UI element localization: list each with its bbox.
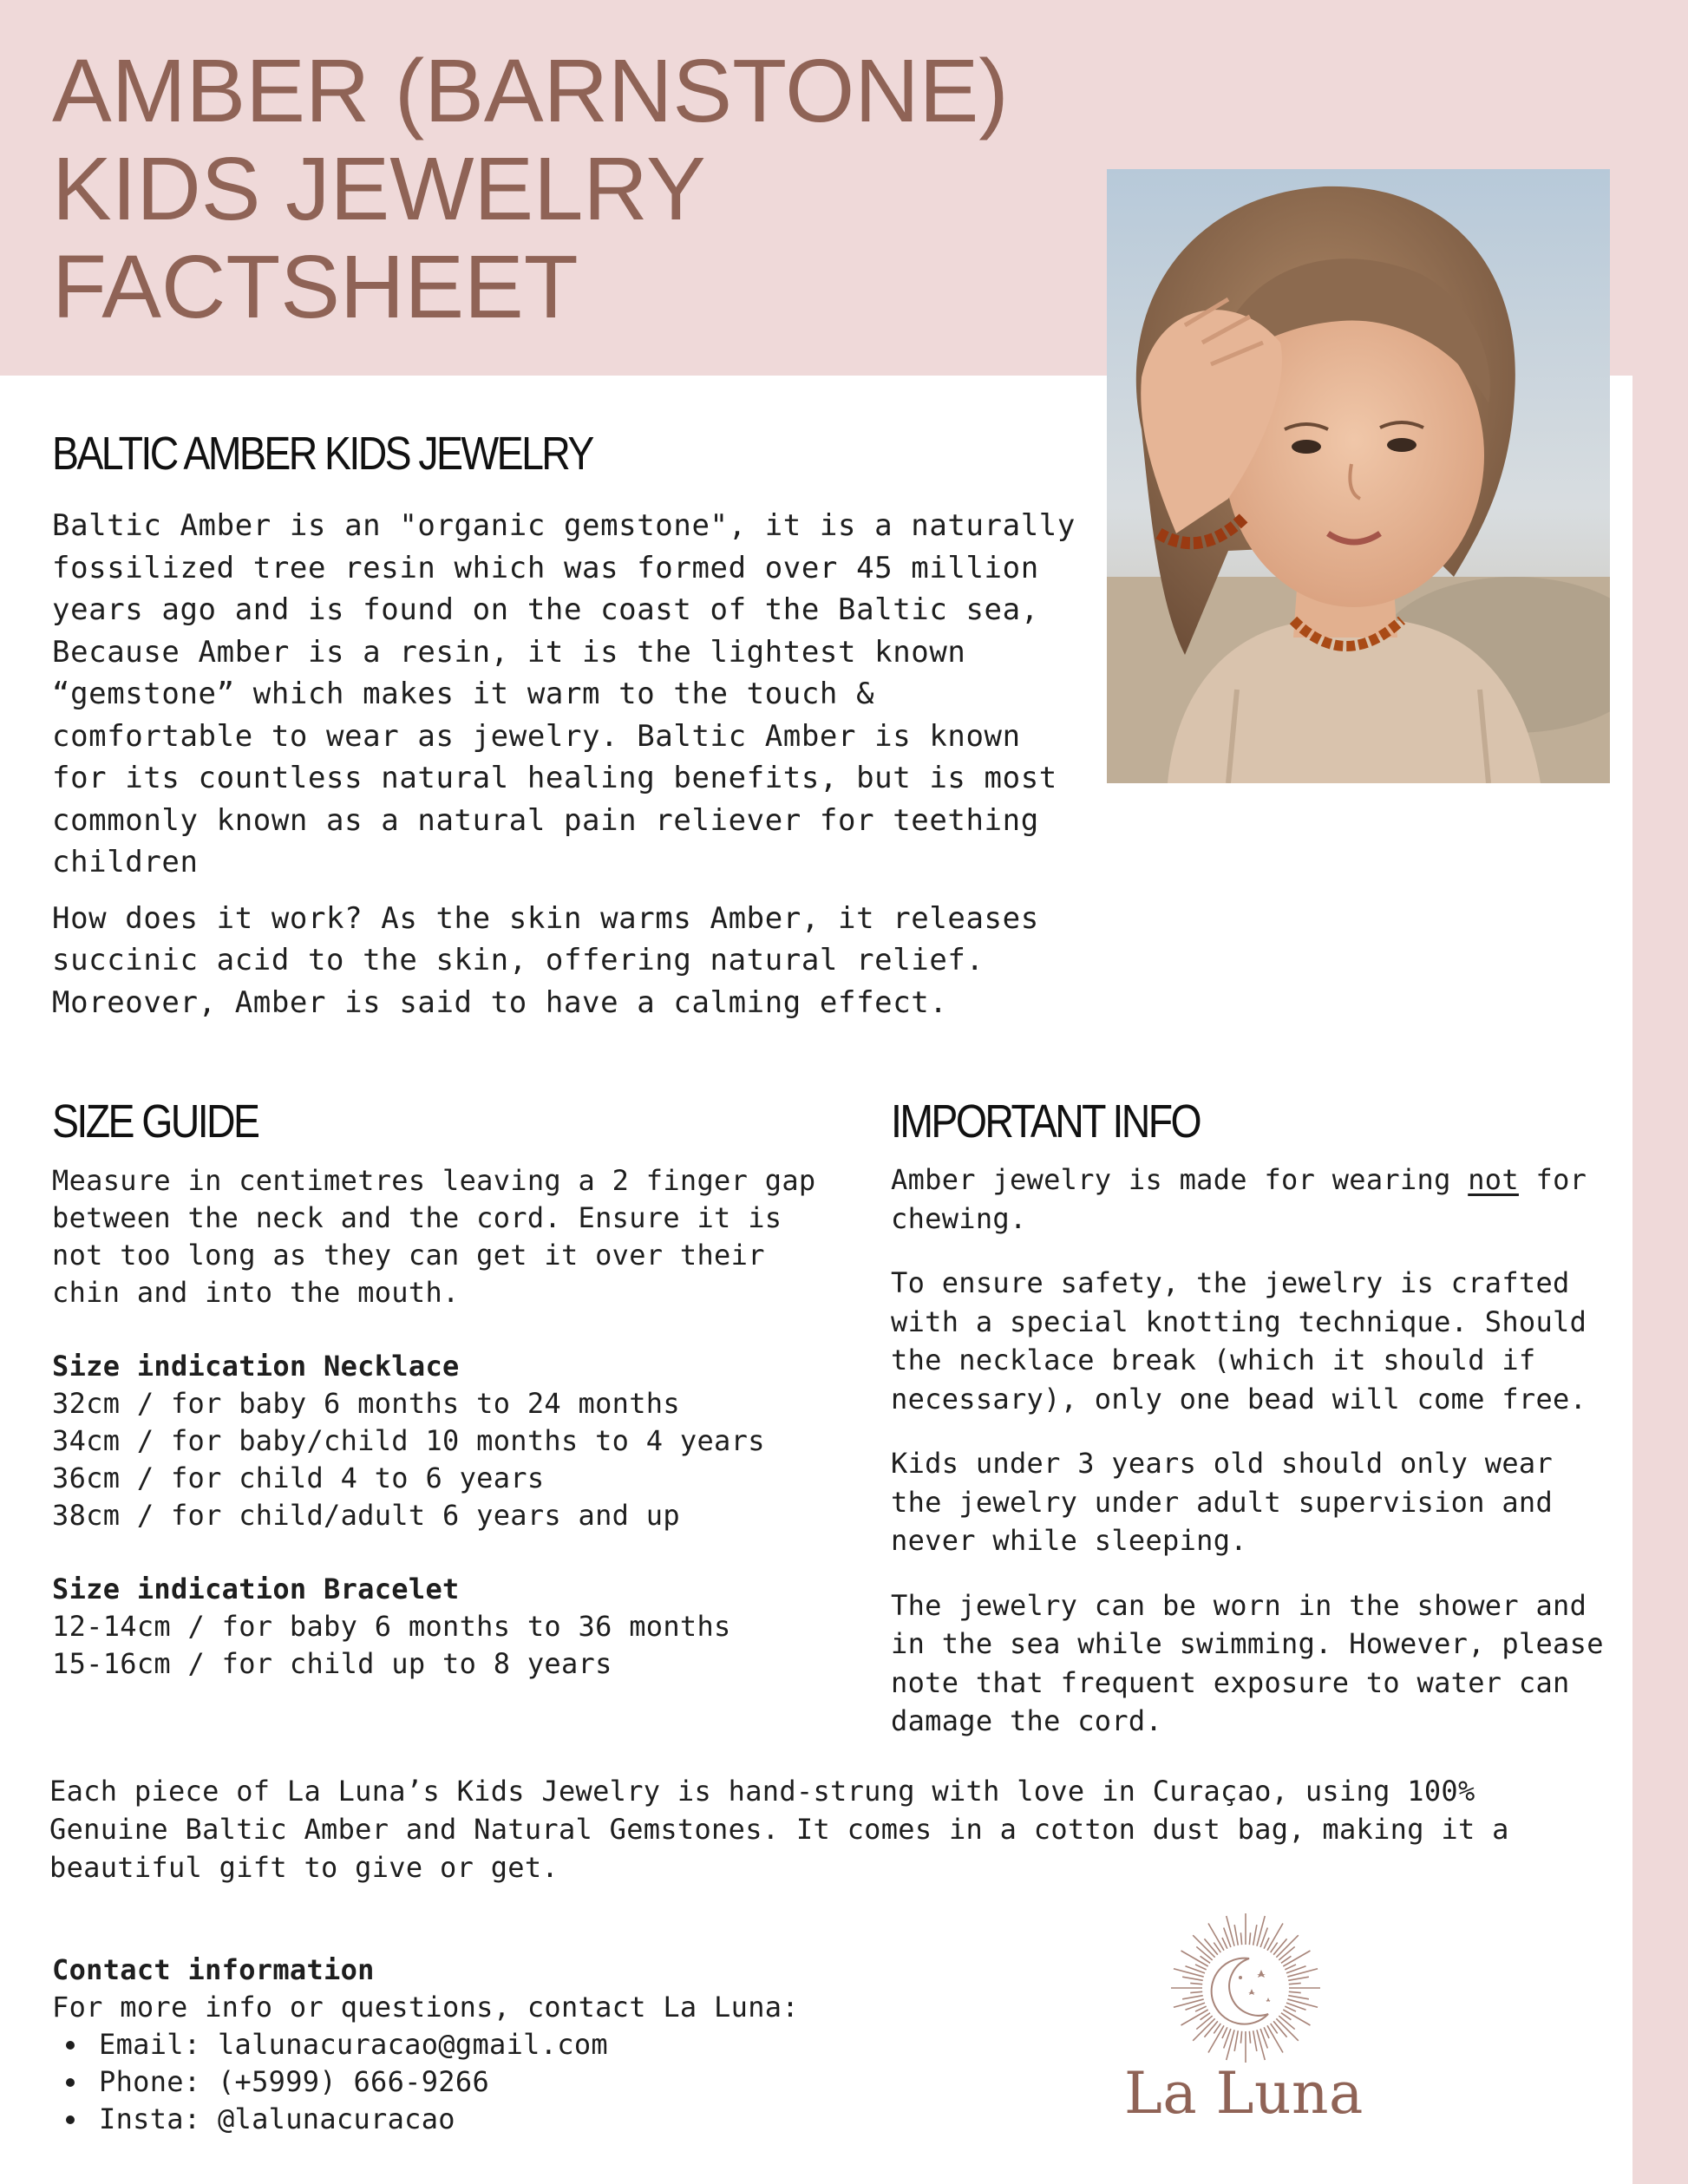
size-guide-heading: SIZE GUIDE: [52, 1095, 258, 1148]
logo-ray: [1174, 1999, 1204, 2007]
child-photo: [1107, 169, 1610, 783]
logo-ray: [1182, 1977, 1203, 1980]
logo-ray: [1222, 1938, 1227, 1949]
logo-ray: [1204, 1939, 1217, 1954]
logo-ray: [1193, 1935, 1214, 1957]
intro-paragraph-2: How does it work? As the skin warms Amber, it releases succinic acid to the skin, offering natural relief. Moreover, Amber is said to have a calming effect.: [52, 900, 1039, 1020]
important-info-paragraph-4: The jewelry can be worn in the shower and in the sea while swimming. However, please note that frequent exposure to water can damage the cord.: [891, 1588, 1604, 1737]
title-line-3: FACTSHEET: [52, 237, 579, 337]
logo-ray: [1195, 1965, 1207, 1970]
important-info-paragraph-3: Kids under 3 years old should only wear the jewelry under adult supervision and never while sleeping.: [891, 1447, 1554, 1557]
logo-ray: [1193, 2018, 1214, 2040]
brand-name: La Luna: [1124, 2060, 1364, 2127]
bracelet-size-item: 12-14cm / for baby 6 months to 36 months: [52, 1610, 731, 1643]
logo-ray: [1190, 1991, 1202, 1992]
important-info-paragraph-2: To ensure safety, the jewelry is crafted with a special knotting technique. Should the necklace break (which it should if necessary), only one bead will come free.: [891, 1266, 1587, 1416]
logo-ray: [1234, 2030, 1238, 2051]
logo-ray: [1289, 1983, 1301, 1984]
logo-ray: [1273, 2021, 1286, 2037]
title-line-1: AMBER (BARNSTONE): [52, 41, 1009, 141]
contact-list: [52, 2026, 1006, 2138]
bracelet-size-heading: Size indication Bracelet: [52, 1573, 460, 1605]
logo-ray: [1279, 1946, 1294, 1959]
logo-ray: [1240, 2031, 1241, 2043]
intro-paragraph-1: Baltic Amber is an "organic gemstone", it is a naturally fossilized tree resin which was formed over 45 million years ago and is found on the coast of the Baltic sea, Because Amber is a resin, it is the lightest known “gemstone” which makes it warm to the touch & comfortable to wear as jewelry. Baltic Amber is known for its countless natural healing benefits, but is most commonly known as a natural pain reliever for teething children: [52, 508, 1076, 879]
contact-phone[interactable]: Phone: (+5999) 666-9266: [52, 2063, 1006, 2101]
intro-heading: BALTIC AMBER KIDS JEWELRY: [52, 428, 592, 480]
necklace-size-item: 36cm / for child 4 to 6 years: [52, 1461, 545, 1494]
logo-ray: [1253, 2030, 1257, 2051]
important-info-body: [891, 1161, 1611, 1741]
logo-ray: [1264, 2027, 1269, 2038]
logo-ray: [1276, 1935, 1298, 1957]
contact-email[interactable]: Email: lalunacuracao@gmail.com: [52, 2026, 1006, 2063]
contact-section: [52, 1952, 1006, 2138]
logo-ray: [1264, 1938, 1269, 1949]
logo-ray: [1249, 2031, 1250, 2043]
necklace-size-item: 38cm / for child/adult 6 years and up: [52, 1499, 680, 1532]
logo-ray: [1190, 1983, 1202, 1984]
logo-ray: [1204, 2021, 1217, 2037]
logo-ray: [1195, 2006, 1207, 2011]
important-info-heading: IMPORTANT INFO: [891, 1095, 1201, 1148]
logo-ray: [1279, 2016, 1294, 2029]
logo-ray: [1196, 2016, 1212, 2029]
contact-intro: For more info or questions, contact La Luna:: [52, 1991, 799, 2024]
page-title: [52, 42, 1009, 336]
logo-ray: [1234, 1925, 1238, 1945]
logo-ray: [1196, 1946, 1212, 1959]
contact-instagram[interactable]: Insta: @lalunacuracao: [52, 2101, 1006, 2138]
logo-ray: [1240, 1932, 1241, 1945]
logo-ray: [1276, 2018, 1298, 2040]
intro-text: [52, 505, 1093, 1023]
logo-ray: [1174, 1969, 1204, 1977]
moon-sunburst-icon: [1119, 1908, 1362, 2064]
logo-ray: [1249, 1932, 1250, 1945]
size-guide-instructions: Measure in centimetres leaving a 2 finger gap between the neck and the cord. Ensure it is not too long as they can get it over their chin and into the mouth.: [52, 1164, 816, 1309]
important-info-p1-end: for chewing.: [891, 1163, 1587, 1235]
important-info-emphasis: not: [1468, 1163, 1519, 1196]
logo-ray: [1287, 1999, 1318, 2007]
necklace-size-item: 34cm / for baby/child 10 months to 4 years: [52, 1424, 765, 1457]
logo-ray: [1289, 1991, 1301, 1992]
important-info-paragraph-1: [891, 1161, 1611, 1238]
logo-ray: [1253, 1925, 1257, 1945]
logo-ray: [1285, 1965, 1296, 1970]
closing-paragraph: Each piece of La Luna’s Kids Jewelry is hand-strung with love in Curaçao, using 100% Genuine Baltic Amber and Natural Gemstones. It comes in a cotton dust bag, making it a beautiful gift to give or get.: [49, 1775, 1509, 1884]
contact-heading: Contact information: [52, 1953, 375, 1986]
necklace-size-heading: Size indication Necklace: [52, 1350, 460, 1383]
logo-ray: [1227, 1916, 1234, 1946]
logo-ray: [1287, 1969, 1318, 1977]
logo-ray: [1285, 2006, 1296, 2011]
important-info-p1-start: Amber jewelry is made for wearing: [891, 1163, 1469, 1196]
logo-ray: [1182, 1996, 1203, 1999]
size-guide-body: [52, 1162, 833, 1683]
logo-ray: [1288, 1996, 1309, 1999]
bracelet-size-item: 15-16cm / for child up to 8 years: [52, 1647, 612, 1680]
title-line-2: KIDS JEWELRY: [52, 139, 706, 239]
logo-ray: [1288, 1977, 1309, 1980]
necklace-size-item: 32cm / for baby 6 months to 24 months: [52, 1387, 680, 1420]
logo-ray: [1273, 1939, 1286, 1954]
logo-ray: [1227, 2030, 1234, 2060]
logo-ray: [1222, 2027, 1227, 2038]
logo-ray: [1257, 2030, 1265, 2060]
logo-ray: [1257, 1916, 1265, 1946]
